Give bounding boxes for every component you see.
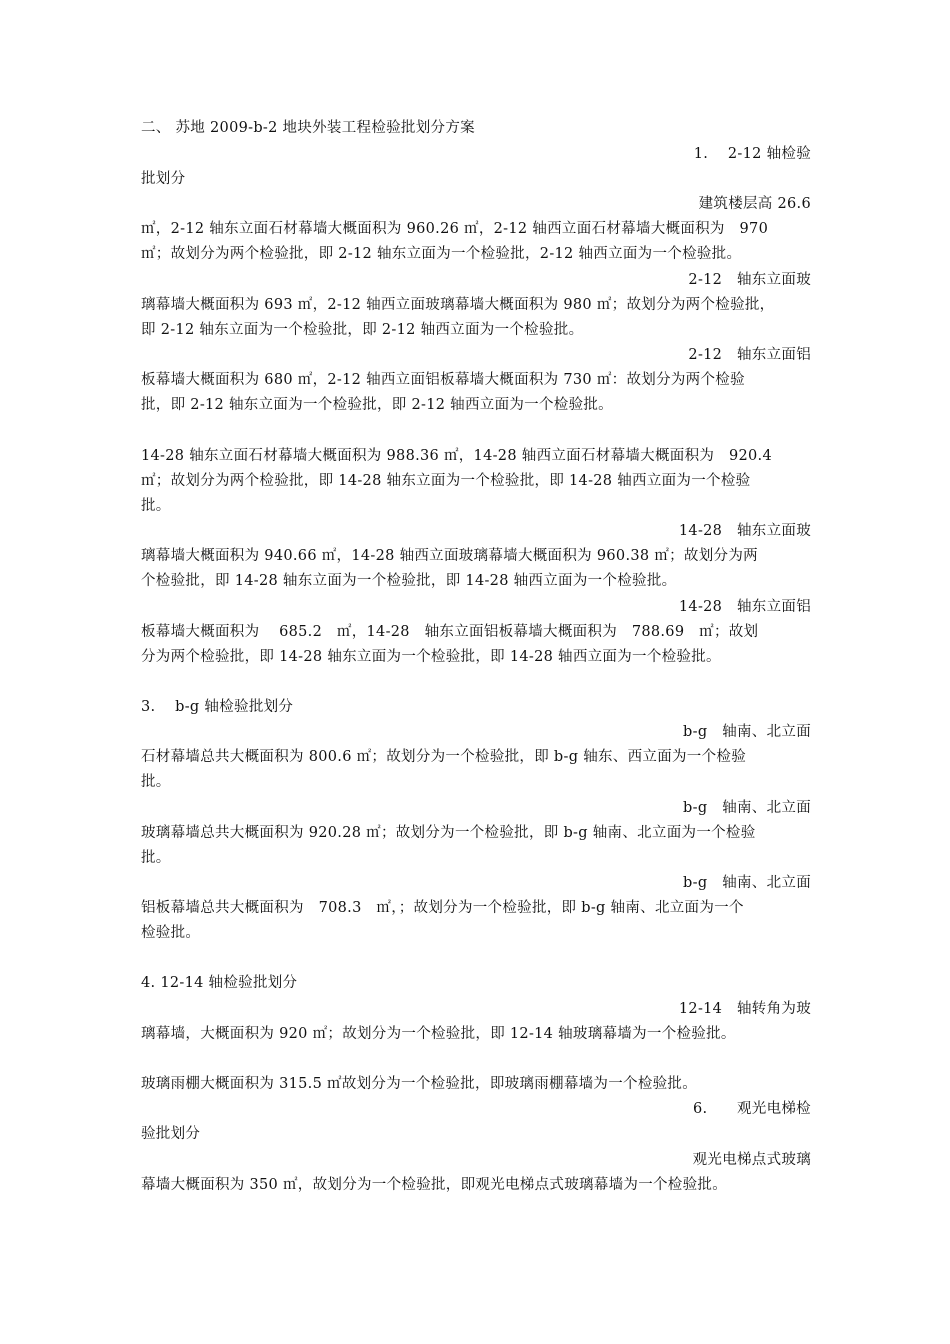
paragraph-line: b-g 轴南、北立面: [683, 875, 811, 891]
paragraph-line: 14-28 轴东立面玻: [678, 523, 811, 539]
paragraph-line: b-g 轴南、北立面: [683, 800, 811, 816]
paragraph-line: b-g 轴南、北立面: [683, 724, 811, 740]
paragraph-line: 2-12 轴东立面铝: [688, 347, 811, 363]
paragraph-line: 璃幕墙大概面积为 940.66 ㎡，14-28 轴西立面玻璃幕墙大概面积为 960.38 ㎡；故划分为两: [141, 548, 758, 564]
paragraph-line: 璃幕墙大概面积为 693 ㎡，2-12 轴西立面玻璃幕墙大概面积为 980 ㎡；故划分为两个检验批，: [141, 297, 775, 313]
subheading-2-12-cont: 批划分: [141, 171, 186, 187]
paragraph-line: 批。: [141, 850, 171, 866]
subheading-elevator: 6. 观光电梯检: [692, 1101, 811, 1117]
paragraph-line: ㎡；故划分为两个检验批，即 2-12 轴东立面为一个检验批，2-12 轴西立面为一个检验批。: [141, 246, 742, 262]
paragraph-line: 检验批。: [141, 925, 201, 941]
paragraph-line: 分为两个检验批，即 14-28 轴东立面为一个检验批，即 14-28 轴西立面为一个检验批。: [141, 649, 721, 665]
paragraph-line: 建筑楼层高 26.6: [698, 196, 811, 212]
paragraph-line: 玻璃幕墙总共大概面积为 920.28 ㎡；故划分为一个检验批，即 b-g 轴南、北立面为一个检验: [141, 825, 756, 841]
paragraph-line: 铝板幕墙总共大概面积为 708.3 ㎡，；故划分为一个检验批，即 b-g 轴南、北立面为一个: [141, 900, 744, 916]
paragraph-line: 14-28 轴东立面石材幕墙大概面积为 988.36 ㎡，14-28 轴西立面石材幕墙大概面积为 920.4: [141, 448, 772, 464]
paragraph-line: 个检验批，即 14-28 轴东立面为一个检验批，即 14-28 轴西立面为一个检验批。: [141, 573, 677, 589]
paragraph-line: 12-14 轴转角为玻: [678, 1001, 811, 1017]
paragraph-line: 石材幕墙总共大概面积为 800.6 ㎡；故划分为一个检验批，即 b-g 轴东、西立面为一个检验: [141, 749, 747, 765]
subheading-2-12: 1. 2-12 轴检验: [693, 146, 811, 162]
paragraph-line: 批，即 2-12 轴东立面为一个检验批，即 2-12 轴西立面为一个检验批。: [141, 397, 613, 413]
paragraph-line: 批。: [141, 498, 171, 514]
paragraph-line: 14-28 轴东立面铝: [678, 599, 811, 615]
paragraph-line: 玻璃雨棚大概面积为 315.5 ㎡故划分为一个检验批，即玻璃雨棚幕墙为一个检验批。: [141, 1076, 698, 1092]
paragraph-line: 2-12 轴东立面玻: [688, 272, 811, 288]
paragraph-line: 板幕墙大概面积为 685.2 ㎡，14-28 轴东立面铝板幕墙大概面积为 788.69 ㎡；故划: [141, 624, 759, 640]
paragraph-line: 观光电梯点式玻璃: [692, 1152, 811, 1168]
paragraph-line: 璃幕墙，大概面积为 920 ㎡；故划分为一个检验批，即 12-14 轴玻璃幕墙为一个检验批。: [141, 1026, 736, 1042]
paragraph-line: 幕墙大概面积为 350 ㎡，故划分为一个检验批，即观光电梯点式玻璃幕墙为一个检验批。: [141, 1177, 727, 1193]
subheading-12-14: 4. 12-14 轴检验批划分: [141, 975, 298, 991]
paragraph-line: 即 2-12 轴东立面为一个检验批，即 2-12 轴西立面为一个检验批。: [141, 322, 584, 338]
paragraph-line: ㎡，2-12 轴东立面石材幕墙大概面积为 960.26 ㎡，2-12 轴西立面石材幕墙大概面积为 970: [141, 221, 769, 237]
section-heading: 二、 苏地 2009-b-2 地块外装工程检验批划分方案: [141, 120, 475, 136]
paragraph-line: 批。: [141, 774, 171, 790]
subheading-b-g: 3. b-g 轴检验批划分: [141, 699, 294, 715]
paragraph-line: ㎡；故划分为两个检验批，即 14-28 轴东立面为一个检验批，即 14-28 轴西立面为一个检验: [141, 473, 751, 489]
paragraph-line: 板幕墙大概面积为 680 ㎡，2-12 轴西立面铝板幕墙大概面积为 730 ㎡：故划分为两个检验: [141, 372, 745, 388]
subheading-elevator-cont: 验批划分: [141, 1126, 201, 1142]
